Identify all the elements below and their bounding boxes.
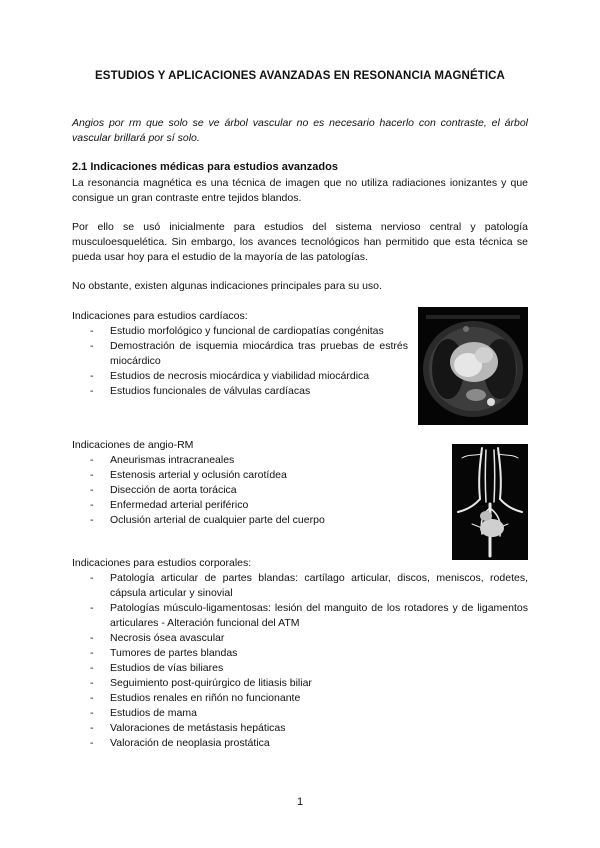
paragraph: No obstante, existen algunas indicaciones principales para su uso. — [72, 280, 382, 292]
list-item: - Tumores de partes blandas — [72, 646, 528, 661]
list-item: - Estudios de mama — [72, 706, 528, 721]
cardiac-mri-image — [418, 307, 528, 425]
list-item: - Estudios funcionales de válvulas cardíacas — [72, 384, 408, 399]
list-item: - Estudios de vías biliares — [72, 661, 528, 676]
list-item: - Patologías músculo-ligamentosas: lesión del manguito de los rotadores y de ligamentos articulares - Alteración funcional del ATM — [72, 601, 528, 631]
list-item: - Estudio morfológico y funcional de cardiopatías congénitas — [72, 324, 408, 339]
section-heading: 2.1 Indicaciones médicas para estudios avanzados — [72, 161, 338, 173]
list-item: - Patología articular de partes blandas: cartílago articular, discos, meniscos, rodetes, cápsula articular y sinovial — [72, 571, 528, 601]
list-label-corporal: Indicaciones para estudios corporales: — [72, 557, 252, 569]
list-item: - Estudios renales en riñón no funcionante — [72, 691, 528, 706]
angio-mri-image — [452, 444, 528, 560]
list-item: - Demostración de isquemia miocárdica tras pruebas de estrés miocárdico — [72, 339, 408, 369]
list-angio — [72, 453, 432, 528]
list-item: - Estenosis arterial y oclusión carotídea — [72, 468, 432, 483]
list-label-cardiac: Indicaciones para estudios cardíacos: — [72, 310, 248, 322]
list-item: - Valoración de neoplasia prostática — [72, 736, 528, 751]
list-item: - Estudios de necrosis miocárdica y viabilidad miocárdica — [72, 369, 408, 384]
list-cardiac — [72, 324, 408, 399]
list-item: - Aneurismas intracraneales — [72, 453, 432, 468]
document-title: ESTUDIOS Y APLICACIONES AVANZADAS EN RESONANCIA MAGNÉTICA — [95, 70, 505, 82]
list-label-angio: Indicaciones de angio-RM — [72, 439, 194, 451]
list-item: - Seguimiento post-quirúrgico de litiasis biliar — [72, 676, 528, 691]
list-item: - Valoraciones de metástasis hepáticas — [72, 721, 528, 736]
paragraph: La resonancia magnética es una técnica de imagen que no utiliza radiaciones ionizantes y que consigue un gran contraste entre tejidos blandos. — [72, 177, 528, 204]
list-item: - Disección de aorta torácica — [72, 483, 432, 498]
list-item: - Necrosis ósea avascular — [72, 631, 528, 646]
paragraph: Por ello se usó inicialmente para estudios del sistema nervioso central y patología musculoesquelética. Sin embargo, los avances tecnológicos han permitido que esta técnica se pueda usar hoy para el estudio de la mayoría de las patologías. — [72, 221, 528, 263]
page-number: 1 — [296, 796, 304, 808]
list-corporal — [72, 571, 528, 751]
intro-note: Angios por rm que solo se ve árbol vascular no es necesario hacerlo con contraste, el árbol vascular brillará por sí solo. — [72, 117, 528, 144]
list-item: - Enfermedad arterial periférico — [72, 498, 432, 513]
list-item: - Oclusión arterial de cualquier parte del cuerpo — [72, 513, 432, 528]
